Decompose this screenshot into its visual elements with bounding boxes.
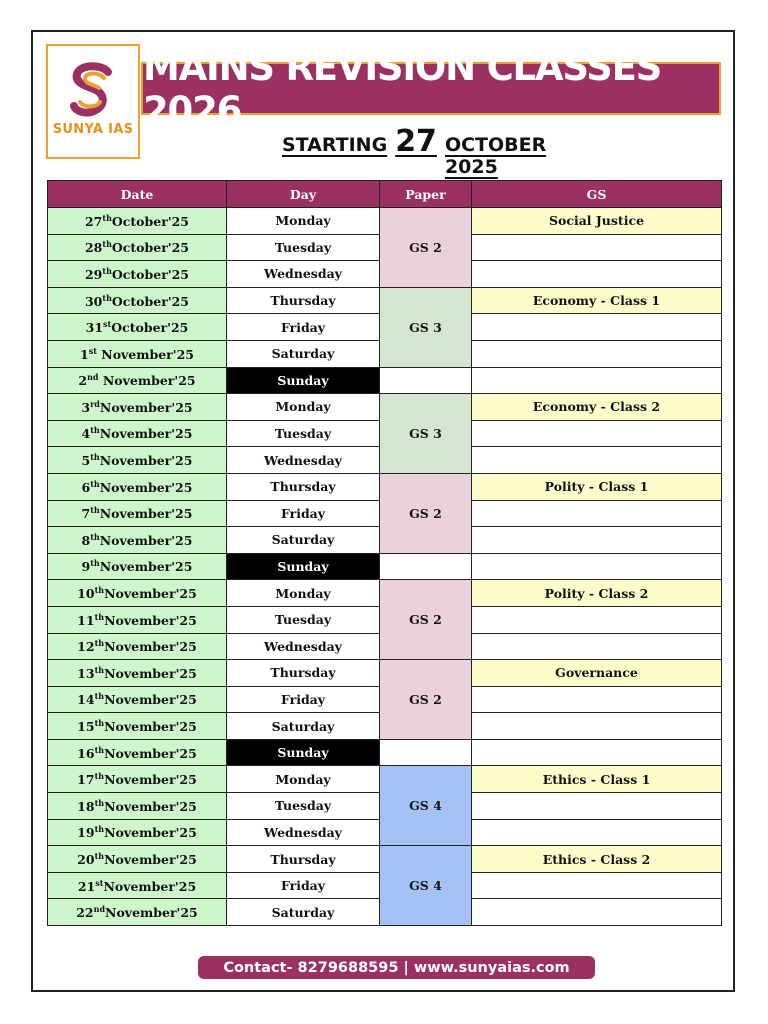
paper-cell: GS 4 <box>380 846 472 926</box>
contact-banner: Contact- 8279688595 | www.sunyaias.com <box>198 956 595 979</box>
date-cell <box>48 261 227 288</box>
date-suffix: th <box>94 718 105 728</box>
date-number: 31 <box>85 320 104 336</box>
starting-day: 27 <box>395 124 437 159</box>
brand-logo <box>46 44 140 159</box>
date-number: 5 <box>81 453 91 469</box>
date-month: October'25 <box>111 240 190 256</box>
date-cell <box>48 473 227 500</box>
day-cell: Saturday <box>227 527 380 554</box>
gs-topic-cell <box>472 739 722 766</box>
date-cell <box>48 500 227 527</box>
date-cell <box>48 447 227 474</box>
day-cell: Monday <box>227 580 380 607</box>
date-number: 27 <box>84 213 103 229</box>
table-header-row <box>48 181 722 208</box>
date-month: November'25 <box>99 426 193 442</box>
table-row <box>48 660 722 687</box>
day-cell: Thursday <box>227 846 380 873</box>
date-number: 21 <box>77 878 96 894</box>
date-cell <box>48 420 227 447</box>
day-cell: Thursday <box>227 473 380 500</box>
date-number: 16 <box>77 745 95 761</box>
paper-cell: GS 2 <box>380 473 472 553</box>
gs-topic-cell <box>472 713 722 740</box>
date-suffix: th <box>102 239 112 250</box>
date-cell <box>48 394 227 421</box>
gs-topic-cell: Polity - Class 1 <box>472 473 722 500</box>
date-cell <box>48 367 227 394</box>
date-suffix: th <box>94 691 105 702</box>
date-cell <box>48 713 227 740</box>
gs-topic-cell <box>472 606 722 633</box>
date-month: October'25 <box>111 213 190 229</box>
date-number: 2 <box>78 373 88 389</box>
date-suffix: th <box>94 744 105 755</box>
date-number: 14 <box>77 692 95 708</box>
gs-topic-cell: Social Justice <box>472 208 722 235</box>
table-row <box>48 580 722 607</box>
date-number: 13 <box>77 665 95 681</box>
date-suffix: th <box>90 505 100 516</box>
date-suffix: st <box>103 319 112 330</box>
gs-topic-cell: Governance <box>472 660 722 687</box>
gs-topic-cell <box>472 500 722 527</box>
date-suffix: th <box>90 558 100 569</box>
date-cell <box>48 527 227 554</box>
date-cell <box>48 686 227 713</box>
column-header-date: Date <box>48 181 227 208</box>
paper-cell: GS 2 <box>380 660 472 740</box>
gs-topic-cell <box>472 420 722 447</box>
table-row <box>48 473 722 500</box>
date-month: November'25 <box>104 639 197 655</box>
date-number: 10 <box>77 586 95 602</box>
date-suffix: th <box>102 265 112 276</box>
starting-label: STARTING <box>282 134 388 156</box>
day-cell: Friday <box>227 314 380 341</box>
day-cell: Friday <box>227 686 380 713</box>
gs-topic-cell <box>472 447 722 474</box>
gs-topic-cell: Ethics - Class 1 <box>472 766 722 793</box>
date-cell <box>48 872 227 899</box>
brand-name: SUNYA IAS <box>52 122 134 137</box>
date-number: 22 <box>76 905 94 921</box>
gs-topic-cell <box>472 819 722 846</box>
day-cell: Wednesday <box>227 819 380 846</box>
date-cell <box>48 793 227 820</box>
date-month: November'25 <box>104 745 197 761</box>
table-row <box>48 766 722 793</box>
date-number: 18 <box>77 798 95 814</box>
date-month: November'25 <box>103 878 197 894</box>
date-number: 6 <box>81 479 91 495</box>
date-suffix: th <box>90 452 100 463</box>
date-number: 29 <box>84 267 103 283</box>
date-suffix: th <box>90 425 100 436</box>
date-suffix: th <box>94 850 105 861</box>
date-suffix: st <box>88 345 97 356</box>
date-number: 9 <box>81 559 91 575</box>
day-cell: Friday <box>227 872 380 899</box>
date-cell <box>48 287 227 314</box>
date-number: 7 <box>81 506 91 522</box>
starting-month-year: OCTOBER 2025 <box>444 134 547 178</box>
table-row <box>48 208 722 235</box>
date-number: 4 <box>81 426 91 442</box>
date-suffix: th <box>94 611 105 622</box>
date-month: November'25 <box>99 559 193 575</box>
day-cell: Sunday <box>227 367 380 394</box>
gs-topic-cell <box>472 340 722 367</box>
date-month: November'25 <box>104 719 197 735</box>
gs-topic-cell <box>472 314 722 341</box>
day-cell: Saturday <box>227 713 380 740</box>
gs-topic-cell <box>472 527 722 554</box>
day-cell: Wednesday <box>227 447 380 474</box>
day-cell: Tuesday <box>227 606 380 633</box>
date-month: October'25 <box>111 320 189 336</box>
date-suffix: th <box>94 824 105 835</box>
gs-topic-cell <box>472 633 722 660</box>
day-cell: Saturday <box>227 340 380 367</box>
date-cell <box>48 739 227 766</box>
table-row <box>48 846 722 873</box>
table-row <box>48 739 722 766</box>
date-suffix: th <box>94 638 105 649</box>
date-suffix: th <box>94 664 105 675</box>
date-number: 19 <box>77 825 95 841</box>
date-cell <box>48 553 227 580</box>
date-month: November'25 <box>105 905 198 921</box>
table-row <box>48 287 722 314</box>
date-suffix: th <box>94 585 105 596</box>
gs-topic-cell: Polity - Class 2 <box>472 580 722 607</box>
paper-cell <box>380 553 472 580</box>
date-cell <box>48 633 227 660</box>
day-cell: Wednesday <box>227 261 380 288</box>
table-row <box>48 553 722 580</box>
table-row <box>48 394 722 421</box>
date-number: 11 <box>77 612 95 628</box>
date-month: November'25 <box>99 453 193 469</box>
page-title: MAINS REVISION CLASSES 2026 <box>141 62 721 115</box>
gs-topic-cell <box>472 234 722 261</box>
paper-cell: GS 4 <box>380 766 472 846</box>
date-cell <box>48 660 227 687</box>
date-number: 3 <box>81 400 91 416</box>
date-suffix: th <box>90 531 100 542</box>
date-suffix: th <box>90 478 100 489</box>
date-month: November'25 <box>98 373 196 389</box>
paper-cell: GS 3 <box>380 394 472 474</box>
table-row <box>48 367 722 394</box>
date-number: 17 <box>77 772 95 788</box>
paper-cell <box>380 739 472 766</box>
column-header-gs: GS <box>472 181 722 208</box>
gs-topic-cell <box>472 261 722 288</box>
date-number: 15 <box>77 719 95 735</box>
date-cell <box>48 314 227 341</box>
date-number: 1 <box>80 346 89 362</box>
day-cell: Sunday <box>227 553 380 580</box>
day-cell: Monday <box>227 394 380 421</box>
date-suffix: nd <box>93 904 106 915</box>
date-cell <box>48 899 227 926</box>
date-month: November'25 <box>104 612 197 628</box>
paper-cell: GS 2 <box>380 580 472 660</box>
date-month: November'25 <box>96 346 194 362</box>
date-month: November'25 <box>99 400 193 416</box>
date-number: 12 <box>77 639 95 655</box>
date-number: 30 <box>84 293 103 309</box>
date-cell <box>48 208 227 235</box>
date-cell <box>48 234 227 261</box>
date-cell <box>48 580 227 607</box>
date-number: 28 <box>84 240 103 256</box>
gs-topic-cell: Ethics - Class 2 <box>472 846 722 873</box>
day-cell: Tuesday <box>227 420 380 447</box>
date-number: 8 <box>81 533 91 548</box>
gs-topic-cell <box>472 553 722 580</box>
column-header-day: Day <box>227 181 380 208</box>
date-suffix: th <box>94 797 105 808</box>
day-cell: Thursday <box>227 660 380 687</box>
date-month: October'25 <box>111 267 190 283</box>
day-cell: Tuesday <box>227 793 380 820</box>
date-suffix: st <box>95 877 104 888</box>
date-cell <box>48 606 227 633</box>
date-number: 20 <box>77 852 95 868</box>
date-cell <box>48 819 227 846</box>
paper-cell: GS 3 <box>380 287 472 367</box>
gs-topic-cell <box>472 793 722 820</box>
sunya-logo-icon <box>66 60 120 118</box>
schedule-table <box>47 180 722 926</box>
paper-cell <box>380 367 472 394</box>
paper-cell: GS 2 <box>380 208 472 288</box>
date-month: November'25 <box>104 852 197 868</box>
date-month: November'25 <box>99 506 193 522</box>
gs-topic-cell <box>472 899 722 926</box>
date-suffix: th <box>94 771 105 782</box>
day-cell: Tuesday <box>227 234 380 261</box>
date-suffix: th <box>102 292 112 303</box>
date-month: November'25 <box>99 533 193 548</box>
date-month: October'25 <box>111 293 190 309</box>
day-cell: Saturday <box>227 899 380 926</box>
gs-topic-cell: Economy - Class 1 <box>472 287 722 314</box>
day-cell: Friday <box>227 500 380 527</box>
day-cell: Monday <box>227 766 380 793</box>
date-month: November'25 <box>104 798 197 814</box>
gs-topic-cell <box>472 367 722 394</box>
date-month: November'25 <box>104 772 197 788</box>
column-header-paper: Paper <box>380 181 472 208</box>
date-month: November'25 <box>99 479 193 495</box>
date-month: November'25 <box>104 692 197 708</box>
start-date-heading <box>282 124 582 178</box>
date-suffix: th <box>102 212 112 223</box>
date-suffix: rd <box>90 398 100 409</box>
date-month: November'25 <box>104 825 197 841</box>
date-cell <box>48 766 227 793</box>
schedule-body <box>48 208 722 926</box>
gs-topic-cell <box>472 872 722 899</box>
day-cell: Wednesday <box>227 633 380 660</box>
gs-topic-cell <box>472 686 722 713</box>
date-month: November'25 <box>104 586 197 602</box>
date-month: November'25 <box>104 665 197 681</box>
gs-topic-cell: Economy - Class 2 <box>472 394 722 421</box>
date-cell <box>48 846 227 873</box>
day-cell: Monday <box>227 208 380 235</box>
day-cell: Sunday <box>227 739 380 766</box>
date-cell <box>48 340 227 367</box>
day-cell: Thursday <box>227 287 380 314</box>
date-suffix: nd <box>87 372 99 383</box>
